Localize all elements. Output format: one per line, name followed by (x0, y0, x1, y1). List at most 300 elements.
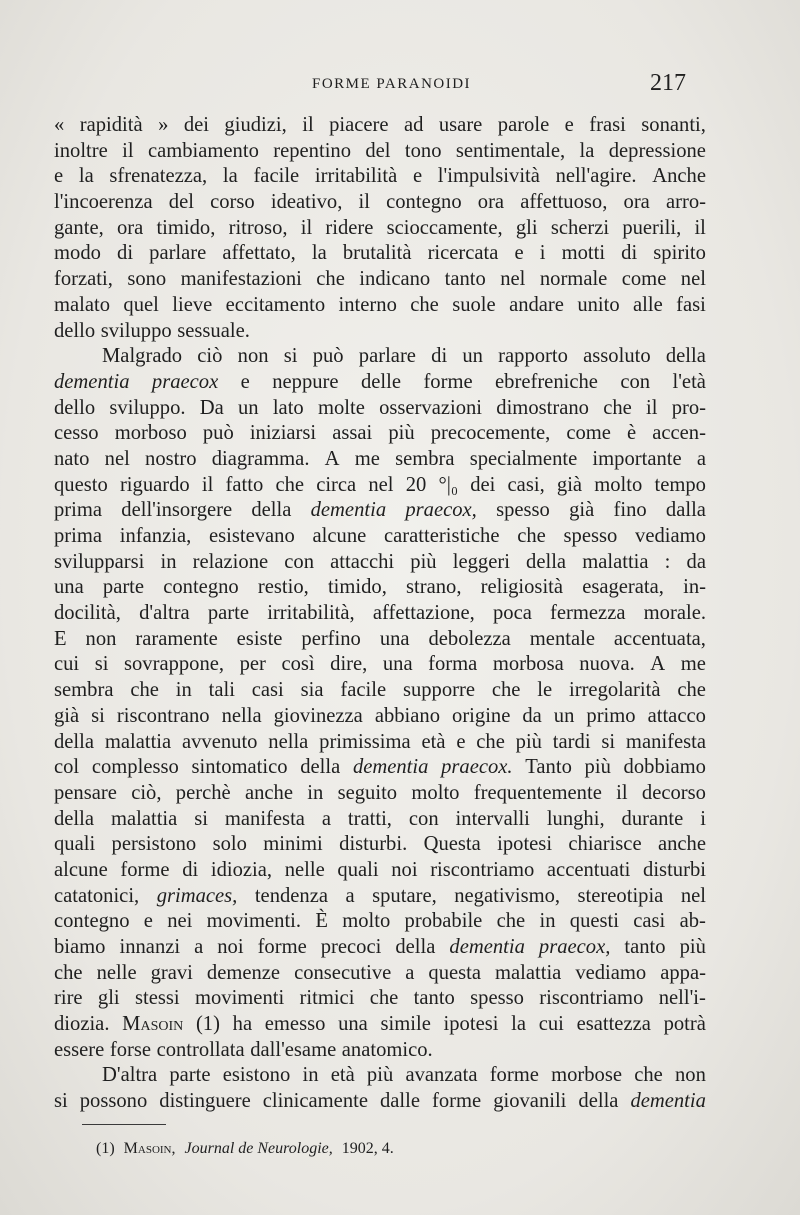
word: accentuati (546, 858, 631, 881)
word: gravi (150, 961, 193, 984)
word: una (54, 576, 84, 599)
word: della (300, 756, 341, 779)
word: della (54, 807, 95, 830)
word: biamo (54, 936, 106, 958)
word: il (694, 216, 706, 239)
text-line (54, 164, 706, 190)
word: della (54, 730, 95, 753)
text-line (54, 421, 706, 447)
word: interno (338, 293, 397, 316)
word: che (410, 293, 439, 316)
word: quel (123, 293, 159, 316)
text-line (54, 601, 706, 627)
text-line (54, 319, 706, 345)
text-line (54, 807, 706, 833)
word: della (395, 936, 436, 958)
word: per (239, 653, 266, 676)
word: sviluppo (100, 319, 172, 342)
text-line (54, 652, 706, 678)
word: che (130, 679, 159, 702)
word: questa (428, 961, 482, 984)
word: e (54, 165, 64, 188)
text-line (54, 832, 706, 858)
word: casi, (507, 473, 545, 496)
word: lunghi, (546, 807, 605, 830)
word: sono (127, 268, 167, 291)
word: alle (633, 293, 663, 316)
word: essere (54, 1038, 105, 1061)
word: appa- (660, 961, 706, 984)
word: praecox (151, 370, 219, 393)
word: ciò, (131, 781, 162, 804)
word: questi (569, 910, 619, 933)
body-text (54, 113, 706, 1115)
word: forse (109, 1038, 152, 1061)
word: ab- (679, 910, 706, 933)
word: forma (428, 653, 478, 676)
word: questo (54, 473, 108, 496)
word: nell'agire. (555, 165, 637, 188)
word: ritmici (299, 987, 355, 1010)
word: col (54, 756, 80, 779)
word: dimostrano (496, 396, 589, 419)
word: nelle (284, 858, 325, 881)
word: della (251, 499, 292, 522)
word: emesso (264, 1013, 326, 1036)
word: A (324, 447, 340, 470)
word: in (307, 781, 324, 804)
word: : (664, 550, 671, 573)
word: alcune (312, 525, 367, 547)
word: cui (538, 1013, 564, 1036)
word: non (674, 1064, 706, 1087)
word: tono (404, 139, 442, 162)
word: come (566, 422, 611, 445)
word: assai (332, 422, 373, 445)
word: fino (613, 499, 647, 522)
word: esistevano (208, 525, 295, 547)
word: a (321, 807, 331, 830)
word: perfino (301, 627, 361, 650)
word: molto (411, 781, 460, 804)
word: Masoin (122, 1013, 184, 1036)
word: così (281, 653, 315, 676)
word: si (91, 704, 105, 727)
word: « (54, 114, 65, 136)
word: dementia (449, 936, 525, 958)
word: e (564, 114, 574, 136)
word: più (388, 422, 415, 445)
word: disturbi. (339, 833, 408, 856)
word: primo (586, 704, 636, 727)
word: sintomatico (191, 756, 288, 779)
word: già (569, 499, 595, 522)
word: del (168, 191, 194, 214)
word: indicano (359, 268, 431, 291)
running-title: FORME PARANOIDI (312, 76, 472, 92)
word: repentino (273, 139, 352, 162)
word: mentale (529, 627, 595, 650)
word: nel (500, 268, 526, 291)
word: idiozia, (210, 858, 273, 881)
word: religiosità (480, 576, 564, 599)
word: e (456, 730, 466, 753)
word: anatomico. (341, 1038, 433, 1061)
word: si (94, 653, 109, 676)
word: della (526, 550, 567, 573)
word: i (700, 807, 706, 830)
word: accentuata, (613, 627, 706, 650)
word: minimi (263, 833, 323, 856)
word: catatonici, (54, 884, 140, 907)
word: grimaces, (156, 884, 238, 907)
word: fermezza (550, 602, 626, 625)
word: a (345, 884, 355, 907)
word: giudizi, (224, 114, 287, 136)
word: nuova. (579, 653, 635, 676)
footnote (96, 1140, 399, 1158)
word: riscontriamo (430, 858, 535, 881)
text-line (54, 190, 706, 216)
word: lieve (172, 293, 213, 316)
word: circa (316, 473, 357, 496)
word: che (491, 679, 521, 702)
word: l'impulsività (437, 165, 540, 188)
word: piacere (329, 114, 389, 136)
word: demenze (206, 961, 281, 984)
word: più (410, 550, 437, 573)
text-line (54, 550, 706, 576)
word: e (412, 165, 423, 188)
word: affettuoso, (520, 191, 608, 214)
word: dei (183, 114, 209, 136)
word: stereotipia (577, 884, 664, 907)
word: che (369, 987, 399, 1010)
word: 20 (405, 473, 427, 496)
text-line (54, 447, 706, 473)
word: una (338, 1013, 368, 1036)
word: caratteristiche (384, 525, 500, 547)
word: casi (251, 679, 284, 702)
word: (1) (195, 1013, 220, 1036)
word: in (539, 910, 556, 933)
word: nostro (145, 447, 197, 470)
word: vediamo (575, 961, 647, 984)
word: sembra (395, 447, 455, 470)
word: nel (368, 473, 394, 496)
word: manifestazioni (180, 268, 302, 291)
word: tali (208, 679, 235, 702)
word: sputare, (372, 884, 437, 907)
text-line (54, 370, 706, 396)
word: pro- (671, 396, 706, 419)
word: parlare (149, 242, 207, 265)
word: dementia (310, 499, 387, 522)
word: a (405, 961, 415, 984)
word: strano, (406, 576, 462, 599)
word: ricercata (427, 242, 499, 265)
word: è (627, 422, 637, 445)
word: con (620, 370, 651, 393)
word: si (601, 730, 616, 753)
word: può (312, 345, 344, 368)
word: sonanti, (641, 114, 706, 136)
word: raramente (135, 627, 218, 650)
word: una (382, 653, 413, 676)
word: delle (360, 370, 402, 393)
word: nei (167, 910, 193, 933)
word: movimenti (194, 987, 285, 1010)
word: irregolarità (569, 679, 661, 702)
footnote-author: Masoin, (123, 1140, 176, 1157)
word: ipotesi (497, 833, 553, 856)
page-number: 217 (650, 70, 686, 96)
word: controllata (156, 1038, 245, 1061)
word: parte (102, 576, 145, 599)
word: che (603, 396, 632, 419)
word: in (302, 1064, 319, 1087)
word: malattia (110, 807, 178, 830)
word: contegno (54, 910, 130, 933)
word: Anche (652, 165, 706, 188)
text-line (54, 961, 706, 987)
word: precoci (320, 936, 382, 958)
word: non (85, 627, 117, 650)
text-line (54, 498, 706, 524)
text-line (54, 293, 706, 319)
word: molto (594, 473, 643, 496)
word: gli (97, 987, 120, 1010)
word: fasi (676, 293, 706, 316)
word: che (677, 679, 706, 702)
footnote-details: 1902, 4. (341, 1140, 394, 1157)
word: da (522, 704, 542, 727)
word: può (202, 422, 234, 445)
word: » (158, 114, 169, 136)
word: la (78, 165, 94, 188)
word: nella (221, 704, 262, 727)
word: distinguere (159, 1090, 251, 1113)
word: morboso (114, 422, 187, 445)
word: disturbi (643, 858, 706, 881)
word: che (54, 961, 83, 984)
word: il (616, 781, 628, 804)
word: parole (497, 114, 550, 136)
word: che (476, 730, 505, 753)
word: della (665, 345, 706, 368)
word: frasi (589, 114, 626, 136)
word: che (634, 1064, 663, 1087)
word: con (408, 807, 439, 830)
page-header (0, 70, 800, 100)
word: spesso (563, 525, 618, 547)
word: prima (54, 525, 103, 547)
word: quali (54, 833, 96, 856)
word: gante, (54, 216, 104, 239)
word: °|₀ (438, 473, 459, 496)
word: parte (169, 1064, 211, 1087)
text-line (54, 1012, 706, 1038)
word: modo (54, 242, 101, 265)
word: timido, (156, 216, 216, 239)
word: relazione (192, 550, 269, 573)
word: ebrefreniche (495, 370, 598, 393)
word: con (284, 550, 314, 573)
word: morbose (551, 1064, 622, 1087)
word: a (194, 936, 204, 958)
word: tendenza (254, 884, 329, 907)
word: del (365, 139, 391, 162)
word: il (302, 114, 314, 136)
word: riguardo (119, 473, 190, 496)
word: manifesta (625, 730, 706, 753)
word: tanto (413, 987, 455, 1010)
word: spirito (653, 242, 706, 265)
word: nel (680, 884, 706, 907)
text-line (54, 473, 706, 499)
word: cui (54, 653, 80, 676)
text-line (54, 884, 706, 910)
word: malato (54, 293, 111, 316)
word: nella (268, 730, 309, 753)
text-line (54, 575, 706, 601)
word: Da (199, 396, 224, 419)
text-line (54, 858, 706, 884)
word: nel (680, 268, 706, 291)
word: dobbiamo (623, 756, 706, 779)
word: d'altra (139, 602, 190, 625)
word: praecox. (441, 756, 513, 779)
word: abbiano (374, 704, 441, 727)
text-line (54, 396, 706, 422)
word: spesso (470, 987, 524, 1010)
text-line (54, 909, 706, 935)
word: sessuale. (177, 319, 250, 342)
word: usare (438, 114, 483, 136)
word: docilità, (54, 602, 121, 625)
word: osservazioni (379, 396, 483, 419)
word: me (680, 653, 706, 676)
word: dementia (630, 1090, 706, 1113)
word: irritabilità, (267, 602, 355, 625)
word: anche (244, 781, 293, 804)
word: scherzi (550, 216, 610, 239)
word: spesso (496, 499, 550, 522)
word: intervalli (455, 807, 530, 830)
text-line (54, 267, 706, 293)
word: ritroso, (228, 216, 288, 239)
word: tratti, (347, 807, 392, 830)
word: giovanili (493, 1090, 567, 1113)
word: assoluto (583, 345, 651, 368)
word: forme (489, 1064, 539, 1087)
word: forme (120, 858, 170, 881)
word: le (537, 679, 553, 702)
word: ora (116, 216, 144, 239)
word: cesso (54, 422, 99, 445)
word: esattezza (576, 1013, 651, 1036)
word: un (553, 704, 575, 727)
word: di (431, 345, 448, 368)
word: e (240, 370, 250, 393)
word: persistono (111, 833, 197, 856)
word: casi (633, 910, 666, 933)
word: forme (423, 370, 473, 393)
word: alcune (54, 858, 108, 881)
word: dell'insorgere (121, 499, 233, 522)
text-line (54, 704, 706, 730)
word: motti (561, 242, 606, 265)
word: malattia (582, 550, 649, 573)
word: noi (217, 936, 244, 958)
word: noi (391, 858, 418, 881)
word: età (330, 1064, 355, 1087)
word: affettato, (222, 242, 296, 265)
word: sviluppo. (109, 396, 186, 419)
word: importante (592, 447, 682, 470)
word: brutalità (342, 242, 412, 265)
word: dalle (379, 1090, 421, 1113)
word: sovrappone, (123, 653, 225, 676)
text-line (54, 1063, 706, 1089)
word: origine (452, 704, 511, 727)
word: parlare (358, 345, 416, 368)
word: diagramma. (211, 447, 310, 470)
text-line (54, 344, 706, 370)
word: avanzata (405, 1064, 478, 1087)
word: ha (232, 1013, 253, 1036)
word: fatto (225, 473, 264, 496)
word: eccitamento (225, 293, 326, 316)
word: ipotesi (443, 1013, 499, 1036)
word: pensare (54, 781, 117, 804)
word: non (237, 345, 269, 368)
word: innanzi (119, 936, 181, 958)
word: sentimentale, (455, 139, 566, 162)
word: ad (404, 114, 424, 136)
word: specialmente (469, 447, 578, 470)
word: giovinezza (273, 704, 363, 727)
word: svilupparsi (54, 550, 145, 573)
word: e (514, 242, 524, 265)
word: vediamo (635, 525, 706, 547)
word: un (462, 345, 483, 368)
word: potrà (663, 1013, 706, 1036)
word: dalla (665, 499, 706, 522)
word: tempo (654, 473, 706, 496)
word: il (646, 396, 658, 419)
word: nato (54, 447, 90, 470)
word: più (679, 936, 706, 958)
word: Malgrado (102, 345, 183, 368)
word: i (539, 242, 546, 265)
word: affettazione, (372, 602, 475, 625)
word: timido, (327, 576, 387, 599)
word: attacco (647, 704, 706, 727)
word: il (300, 216, 313, 239)
word: ora (623, 191, 650, 214)
word: in- (683, 576, 706, 599)
word: a (696, 447, 706, 470)
word: nel (104, 447, 130, 470)
text-line (54, 730, 706, 756)
word: primissima (319, 730, 411, 753)
word: seguito (337, 781, 398, 804)
word: dementia (352, 756, 429, 779)
word: che (496, 910, 526, 933)
word: dire, (330, 653, 368, 676)
word: si (283, 345, 298, 368)
